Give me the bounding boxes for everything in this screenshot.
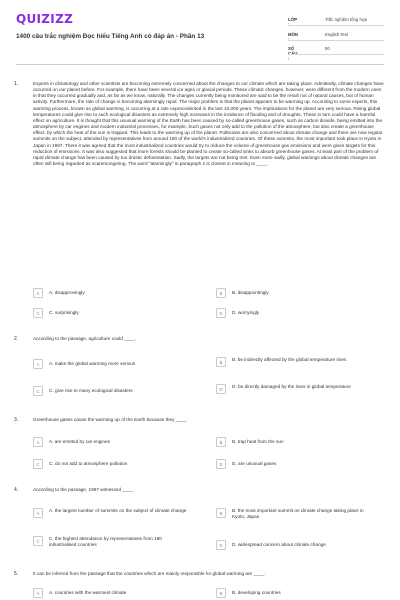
option-letter-box: C bbox=[33, 386, 43, 396]
question-number: 4. bbox=[14, 487, 19, 493]
option-letter-box: B bbox=[216, 508, 226, 518]
document-title: 1400 câu trắc nghiệm Đọc hiểu Tiếng Anh có đáp án - Phần 13 bbox=[16, 33, 205, 40]
option-letter-box: D bbox=[216, 459, 226, 469]
option-letter-box: D bbox=[216, 540, 226, 550]
option-text: B. disappointingly bbox=[232, 290, 269, 295]
quizizz-logo: QUIZIZZ bbox=[16, 12, 74, 26]
option-letter-box: A bbox=[33, 359, 43, 369]
option-text: D. be directly damaged by the rises in global temperature bbox=[232, 384, 351, 389]
option-text: C. the highest attendance by representatives from 180 industrialised countries bbox=[49, 536, 162, 547]
question-stem: It can be inferred from the passage that the countries which are mainly responsible for global warming are ____. bbox=[33, 571, 266, 576]
option-letter-box: C bbox=[33, 459, 43, 469]
option-text: A. disapprovingly bbox=[49, 290, 85, 295]
option-text: B. be indirectly affected by the global temperature rises bbox=[232, 357, 347, 362]
question-stem: According to the passage, 1997 witnessed ____. bbox=[33, 487, 135, 492]
option-letter-box: D bbox=[216, 308, 226, 318]
option-letter-box: B bbox=[216, 588, 226, 598]
question-stem: According to the passage, agriculture could ____. bbox=[33, 336, 136, 341]
question-number: 1. bbox=[14, 81, 19, 87]
header-divider bbox=[16, 64, 384, 65]
option-text: B. trap heat from the sun bbox=[232, 439, 284, 444]
option-text: D. worryingly bbox=[232, 310, 260, 315]
option-text: C. surprisingly bbox=[49, 310, 79, 315]
question-number: 2. bbox=[14, 336, 19, 342]
option-letter-box: C bbox=[33, 308, 43, 318]
option-letter-box: B bbox=[216, 437, 226, 447]
option-letter-box: A bbox=[33, 437, 43, 447]
option-letter-box: D bbox=[216, 384, 226, 394]
option-text: A. countries with the warmest climate bbox=[49, 590, 127, 595]
option-letter-box: B bbox=[216, 288, 226, 298]
meta-value: Trắc nghiệm tổng hợp bbox=[325, 17, 368, 22]
option-text: C. give rise to many ecological disasters bbox=[49, 388, 133, 393]
meta-label: LỚP bbox=[288, 17, 298, 22]
meta-divider bbox=[288, 25, 384, 26]
meta-divider bbox=[288, 40, 384, 41]
option-letter-box: C bbox=[33, 536, 43, 546]
meta-label: MÔN bbox=[288, 32, 299, 37]
question-stem: Greenhouse gases cause the warming up of the Earth because they ____. bbox=[33, 417, 188, 422]
option-text: B. developing countries bbox=[232, 590, 281, 595]
option-text: C. do not add to atmosphere pollution bbox=[49, 461, 128, 466]
option-letter-box: A bbox=[33, 588, 43, 598]
meta-value: 50 bbox=[325, 46, 330, 51]
meta-divider bbox=[288, 54, 384, 55]
option-text: A. make the global warming more serious bbox=[49, 361, 136, 366]
worksheet-header bbox=[0, 0, 400, 60]
question-number: 3. bbox=[14, 417, 19, 423]
option-letter-box: B bbox=[216, 357, 226, 367]
option-text: A. are emitted by car engines bbox=[49, 439, 110, 444]
meta-value: English Test bbox=[325, 32, 349, 37]
question-number: 5. bbox=[14, 571, 19, 577]
option-text: A. the largest number of summits on the subject of climate change bbox=[49, 508, 187, 513]
option-letter-box: A bbox=[33, 508, 43, 518]
option-letter-box: A bbox=[33, 288, 43, 298]
option-text: D. widespread concern about climate change bbox=[232, 542, 326, 547]
option-text: D. are unusual gases bbox=[232, 461, 277, 466]
meta-label: SỐ : bbox=[288, 46, 295, 61]
option-text: B. the most important summit on climate change taking place in Kyoto, Japan bbox=[232, 508, 364, 519]
question-stem: Experts in climatology and other scientists are becoming extremely concerned about the changes to our climate which are taking place. Admittedly, climate changes have occurred on our planet before. For example, there have been several ice ages or glacial periods. These climatic changes, however, were different from the modern ones in that they occurred gradually and, as far as we know, naturally. The changes currently being monitored are said to be the result not of natural causes, but of human activity. Furthermore, the rate of change is becoming alarmingly rapid. The major problem is that the planet appears to be warming up. According to some experts, this warming process, known as global warming, is occurring at a rate unprecedented in the last 10,000 years. The implications for the planet are very serious. Rising global temperatures could give rise to such ecological disasters as extremely high increases in the incidence of flooding and of droughts. These in turn could have a harmful effect on agriculture. It is thought that this unusual warming of the Earth has been caused by so-called greenhouse gases, such as carbon dioxide, being emitted into the atmosphere by car engines and modern industrial processes, for example. Such gases not only add to the pollution of the atmosphere, but also create a greenhouse effect, by which the heat of the sun is trapped. This leads to the warming up of the planet. Politicians are also concerned about climate change and there are now regular summits on the subject, attended by representatives from around 180 of the world's industrialized countries. Of these summits, the most important took place in Kyoto in Japan in 1997. There it was agreed that the most industrialized countries would try to reduce the volume of greenhouse gas emissions and were given targets for this reduction of emissions. It was also suggested that more forests should be planted to create so-called sinks to absorb greenhouse gases. At least part of the problem of rapid climate change has been caused by too drastic deforestation. Sadly, the targets are not being met. Even more sadly, global warnings about climate changes are often still being regarded as scaremongering. The word "alarmingly" in paragraph 2 is closest in meaning to ____. bbox=[33, 81, 384, 167]
